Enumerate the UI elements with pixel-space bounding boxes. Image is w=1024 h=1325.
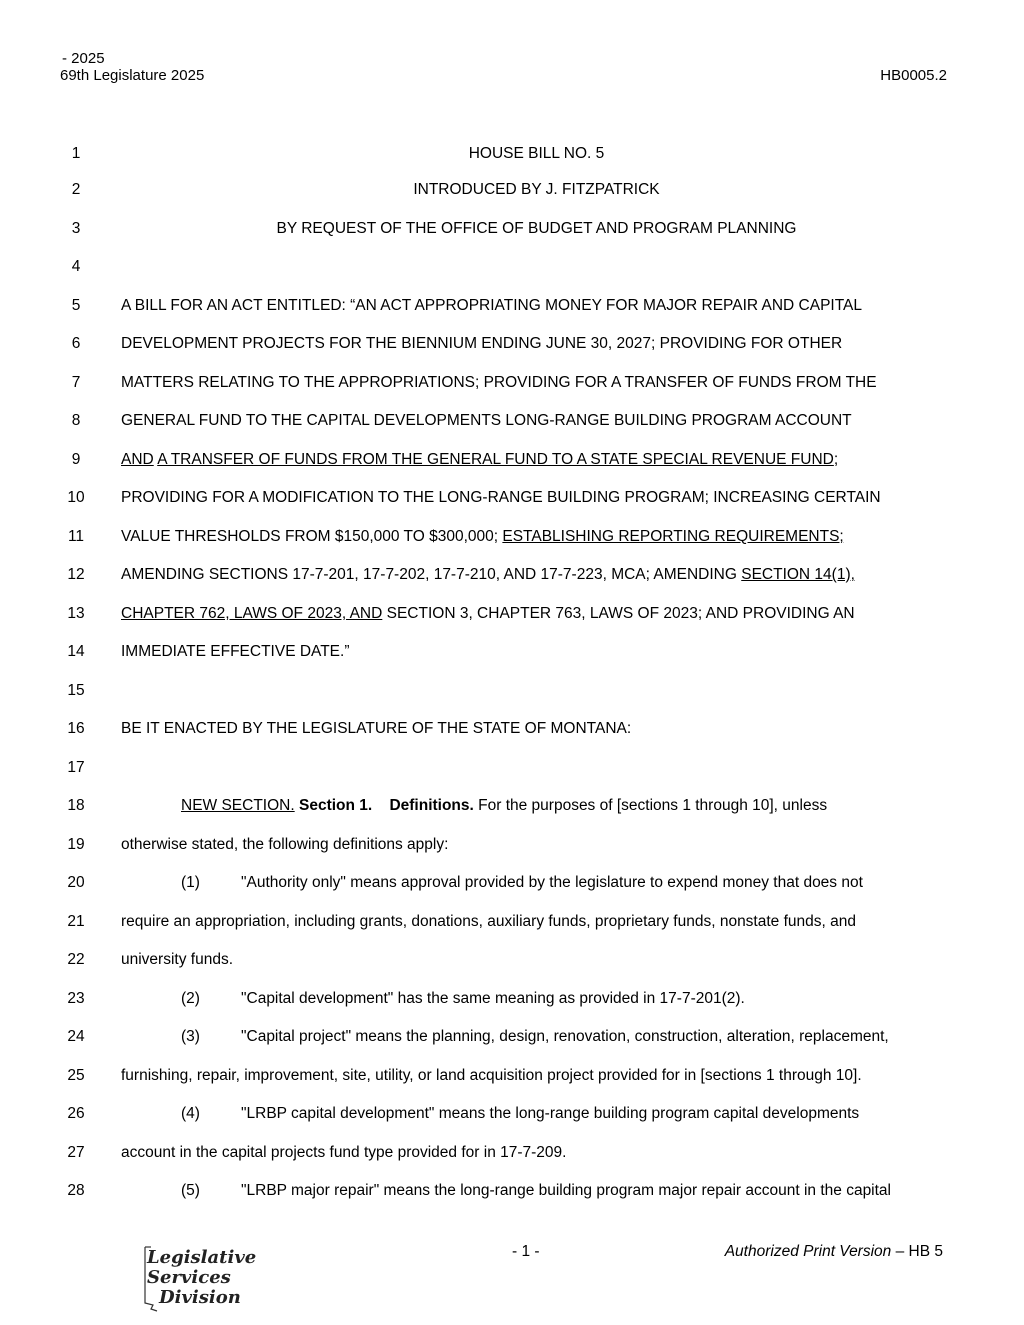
bill-line (0, 756, 1024, 780)
line-text (121, 602, 952, 626)
bill-line (0, 948, 1024, 972)
line-number: 21 (67, 913, 85, 930)
bill-title: HOUSE BILL NO. 5 (468, 145, 605, 162)
line-number: 9 (71, 451, 81, 468)
line-text: A BILL FOR AN ACT ENTITLED: “AN ACT APPROPRIATING MONEY FOR MAJOR REPAIR AND CAPITAL (121, 297, 863, 314)
line-number: 1 (71, 145, 81, 162)
definition-text: "Authority only" means approval provided by the legislature to expend money that does not (241, 874, 863, 891)
line-number: 28 (67, 1182, 85, 1199)
bill-sponsor: INTRODUCED BY J. FITZPATRICK (413, 181, 660, 198)
bill-line (0, 833, 1024, 857)
line-text: furnishing, repair, improvement, site, utility, or land acquisition project provided for in [sections 1 through 10]. (121, 1067, 862, 1084)
line-text: account in the capital projects fund type provided for in 17-7-209. (121, 1144, 567, 1161)
line-number: 17 (67, 759, 85, 776)
line-number: 6 (71, 335, 81, 352)
subsection-label: (2) (181, 990, 200, 1007)
line-text-pre: VALUE THRESHOLDS FROM $150,000 TO $300,000; (121, 528, 503, 545)
bill-line (0, 486, 1024, 510)
line-text (121, 525, 952, 549)
bill-line (0, 1179, 1024, 1203)
subsection-label: (4) (181, 1105, 200, 1122)
line-text: MATTERS RELATING TO THE APPROPRIATIONS; PROVIDING FOR A TRANSFER OF FUNDS FROM THE (121, 374, 877, 391)
line-text (121, 563, 952, 587)
header-bill-id: HB0005.2 (880, 67, 947, 84)
page-number: - 1 - (512, 1243, 540, 1260)
line-text-rest: SECTION 3, CHAPTER 763, LAWS OF 2023; AND PROVIDING AN (382, 605, 855, 622)
line-number: 27 (67, 1144, 85, 1161)
header-date: - 2025 (62, 50, 105, 67)
line-text: university funds. (121, 951, 233, 968)
definition-text: "Capital project" means the planning, design, renovation, construction, alteration, replacement, (241, 1028, 889, 1045)
line-number: 11 (67, 528, 85, 545)
bill-line (0, 871, 1024, 895)
authorized-print-italic: Authorized Print Version (724, 1243, 892, 1260)
inserted-text: CHAPTER 762, LAWS OF 2023, AND (121, 605, 383, 622)
line-text (181, 1025, 952, 1049)
line-text: require an appropriation, including grants, donations, auxiliary funds, proprietary funds, nonstate funds, and (121, 913, 856, 930)
bill-line (0, 255, 1024, 279)
line-number: 13 (67, 605, 85, 622)
line-number: 24 (67, 1028, 85, 1045)
bill-line (0, 602, 1024, 626)
line-number: 4 (71, 258, 81, 275)
bill-line (0, 448, 1024, 472)
bill-line (0, 987, 1024, 1011)
logo-text-line3: Division (159, 1287, 241, 1308)
line-number: 8 (71, 412, 81, 429)
line-number: 22 (67, 951, 85, 968)
enacting-clause: BE IT ENACTED BY THE LEGISLATURE OF THE STATE OF MONTANA: (121, 720, 632, 737)
logo-text-line1: Legislative (147, 1247, 257, 1268)
line-text (181, 1102, 952, 1126)
line-number: 26 (67, 1105, 85, 1122)
line-number: 3 (71, 220, 81, 237)
bill-line (0, 525, 1024, 549)
header-legislature: 69th Legislature 2025 (60, 67, 205, 84)
line-number: 12 (67, 566, 85, 583)
bill-line (0, 294, 1024, 318)
bill-line (0, 794, 1024, 818)
line-text-rest: ; (833, 451, 839, 468)
line-text: IMMEDIATE EFFECTIVE DATE.” (121, 643, 350, 660)
new-section-label: NEW SECTION. (181, 797, 295, 814)
line-text: GENERAL FUND TO THE CAPITAL DEVELOPMENTS LONG-RANGE BUILDING PROGRAM ACCOUNT (121, 412, 852, 429)
subsection-label: (1) (181, 874, 200, 891)
line-number: 10 (67, 489, 85, 506)
bill-line (0, 217, 1024, 241)
bill-line (0, 1102, 1024, 1126)
line-text: DEVELOPMENT PROJECTS FOR THE BIENNIUM ENDING JUNE 30, 2027; PROVIDING FOR OTHER (121, 335, 843, 352)
line-text (181, 871, 952, 895)
section-heading (181, 794, 952, 818)
section-number: Section 1. (298, 797, 373, 814)
inserted-text: SECTION 14(1), (741, 566, 855, 583)
line-text (181, 1179, 952, 1203)
line-number: 25 (67, 1067, 85, 1084)
bill-request: BY REQUEST OF THE OFFICE OF BUDGET AND PROGRAM PLANNING (276, 220, 797, 237)
line-text (181, 987, 952, 1011)
line-number: 14 (67, 643, 85, 660)
line-number: 5 (71, 297, 81, 314)
bill-line (0, 178, 1024, 202)
inserted-text: AND (121, 451, 154, 468)
subsection-label: (5) (181, 1182, 200, 1199)
bill-line (0, 371, 1024, 395)
line-number: 18 (67, 797, 85, 814)
bill-line (0, 679, 1024, 703)
authorized-print-label (725, 1243, 943, 1261)
line-text-pre: AMENDING SECTIONS 17-7-201, 17-7-202, 17-7-210, AND 17-7-223, MCA; AMENDING (121, 566, 742, 583)
definition-text: "LRBP capital development" means the long-range building program capital developments (241, 1105, 860, 1122)
line-number: 2 (71, 181, 81, 198)
bill-line (0, 717, 1024, 741)
bill-line (0, 910, 1024, 934)
definition-text: "Capital development" has the same meaning as provided in 17-7-201(2). (241, 990, 745, 1007)
bill-line (0, 563, 1024, 587)
line-text-rest: For the purposes of [sections 1 through 10], unless (473, 797, 828, 814)
bill-line (0, 1064, 1024, 1088)
inserted-text: ESTABLISHING REPORTING REQUIREMENTS; (502, 528, 844, 545)
bill-line (0, 142, 1024, 166)
legislative-services-logo (135, 1243, 255, 1313)
bill-line (0, 1025, 1024, 1049)
bill-line (0, 640, 1024, 664)
logo-text-line2: Services (147, 1267, 231, 1288)
inserted-text: A TRANSFER OF FUNDS FROM THE GENERAL FUND TO A STATE SPECIAL REVENUE FUND (157, 451, 834, 468)
bill-line (0, 1141, 1024, 1165)
section-title: Definitions. (389, 797, 474, 814)
line-text: PROVIDING FOR A MODIFICATION TO THE LONG-RANGE BUILDING PROGRAM; INCREASING CERTAIN (121, 489, 881, 506)
line-number: 7 (71, 374, 81, 391)
line-text (121, 448, 952, 472)
subsection-label: (3) (181, 1028, 200, 1045)
authorized-print-bill: – HB 5 (891, 1243, 943, 1260)
line-number: 15 (67, 682, 85, 699)
line-text: otherwise stated, the following definitions apply: (121, 836, 449, 853)
bill-line (0, 332, 1024, 356)
line-number: 20 (67, 874, 85, 891)
line-number: 16 (67, 720, 85, 737)
line-number: 19 (67, 836, 85, 853)
bill-line (0, 409, 1024, 433)
line-number: 23 (67, 990, 85, 1007)
definition-text: "LRBP major repair" means the long-range building program major repair account in the capital (241, 1182, 892, 1199)
